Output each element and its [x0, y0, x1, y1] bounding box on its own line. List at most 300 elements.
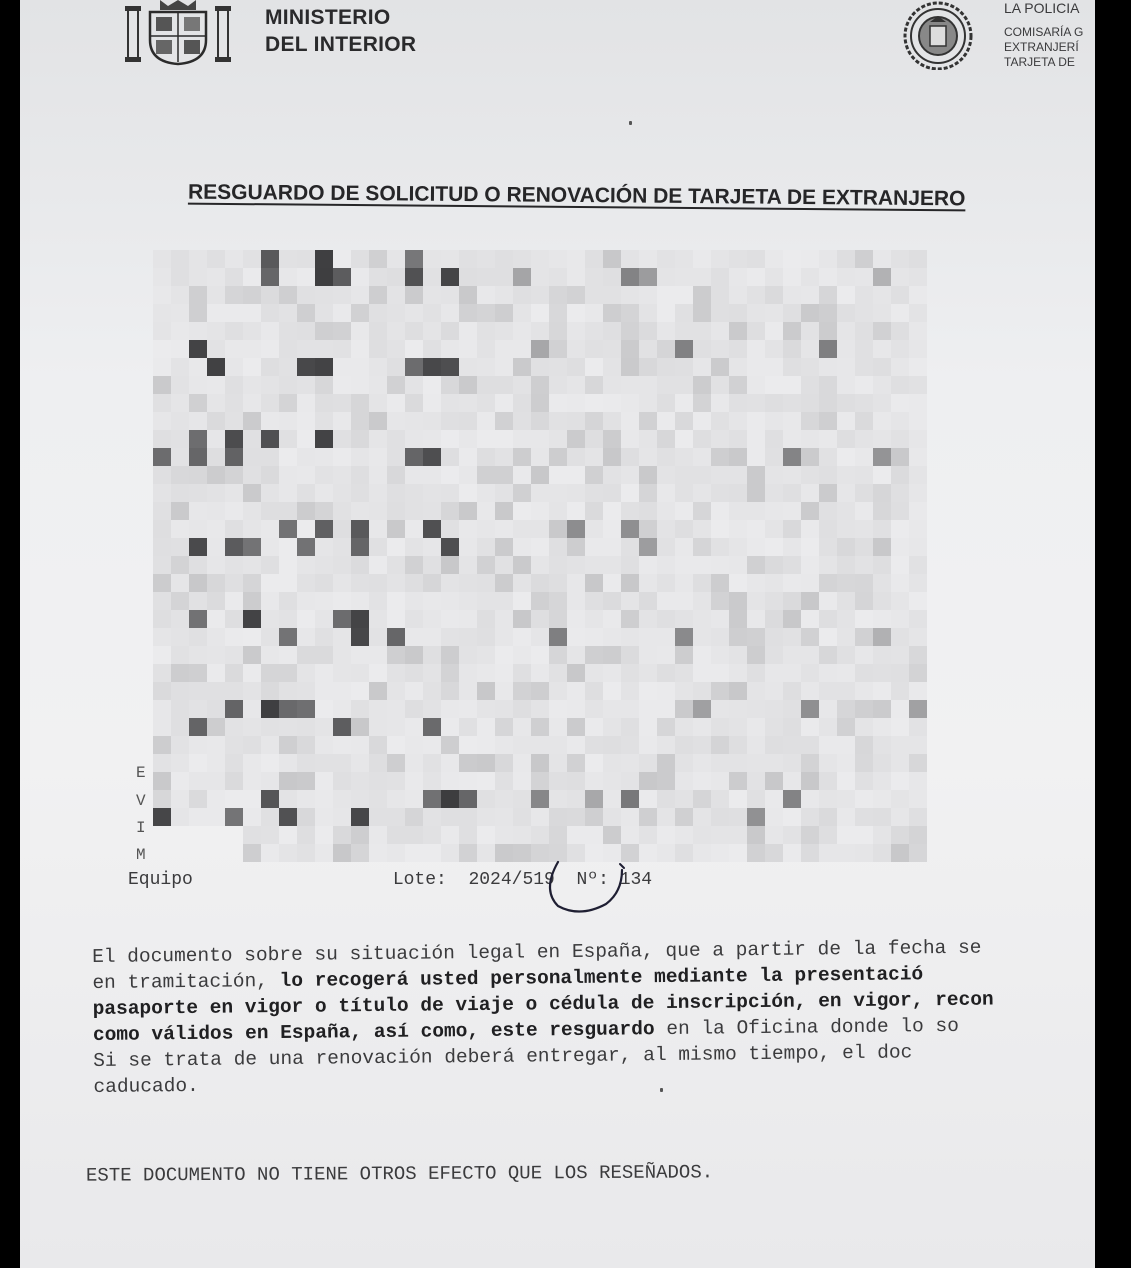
mosaic-cell: [567, 268, 585, 286]
mosaic-cell: [513, 358, 531, 376]
mosaic-cell: [783, 502, 801, 520]
mosaic-cell: [765, 340, 783, 358]
mosaic-cell: [531, 412, 549, 430]
mosaic-cell: [585, 340, 603, 358]
mosaic-cell: [369, 394, 387, 412]
mosaic-cell: [873, 844, 891, 862]
mosaic-cell: [621, 394, 639, 412]
mosaic-cell: [873, 394, 891, 412]
mosaic-cell: [315, 358, 333, 376]
mosaic-cell: [405, 772, 423, 790]
mosaic-cell: [189, 358, 207, 376]
mosaic-cell: [585, 376, 603, 394]
mosaic-cell: [855, 538, 873, 556]
mosaic-cell: [207, 304, 225, 322]
mosaic-cell: [495, 430, 513, 448]
mosaic-cell: [315, 700, 333, 718]
mosaic-cell: [261, 250, 279, 268]
mosaic-cell: [639, 538, 657, 556]
mosaic-cell: [495, 844, 513, 862]
mosaic-cell: [567, 322, 585, 340]
mosaic-cell: [909, 412, 927, 430]
mosaic-cell: [855, 430, 873, 448]
mosaic-cell: [513, 394, 531, 412]
mosaic-cell: [819, 844, 837, 862]
mosaic-cell: [351, 646, 369, 664]
mosaic-cell: [297, 610, 315, 628]
mosaic-cell: [333, 358, 351, 376]
mosaic-cell: [891, 844, 909, 862]
mosaic-cell: [369, 574, 387, 592]
mosaic-cell: [333, 412, 351, 430]
mosaic-cell: [837, 718, 855, 736]
mosaic-cell: [891, 340, 909, 358]
mosaic-cell: [387, 628, 405, 646]
mosaic-cell: [423, 682, 441, 700]
mosaic-cell: [837, 700, 855, 718]
mosaic-cell: [549, 754, 567, 772]
mosaic-cell: [459, 430, 477, 448]
mosaic-cell: [891, 304, 909, 322]
mosaic-cell: [909, 754, 927, 772]
mosaic-cell: [387, 844, 405, 862]
mosaic-cell: [279, 322, 297, 340]
mosaic-cell: [819, 286, 837, 304]
mosaic-cell: [837, 682, 855, 700]
mosaic-cell: [477, 430, 495, 448]
mosaic-cell: [441, 772, 459, 790]
mosaic-cell: [369, 610, 387, 628]
mosaic-cell: [711, 430, 729, 448]
mosaic-cell: [765, 592, 783, 610]
mosaic-cell: [909, 340, 927, 358]
mosaic-cell: [459, 304, 477, 322]
mosaic-cell: [693, 592, 711, 610]
mosaic-cell: [621, 610, 639, 628]
mosaic-cell: [675, 412, 693, 430]
mosaic-cell: [459, 664, 477, 682]
mosaic-cell: [153, 574, 171, 592]
mosaic-cell: [891, 376, 909, 394]
mosaic-cell: [765, 358, 783, 376]
mosaic-cell: [333, 772, 351, 790]
mosaic-cell: [873, 520, 891, 538]
mosaic-cell: [171, 628, 189, 646]
mosaic-cell: [729, 574, 747, 592]
mosaic-cell: [297, 700, 315, 718]
mosaic-cell: [405, 502, 423, 520]
mosaic-cell: [189, 268, 207, 286]
mosaic-cell: [243, 484, 261, 502]
mosaic-cell: [801, 394, 819, 412]
mosaic-cell: [747, 628, 765, 646]
field-fragment-m: M: [136, 846, 146, 864]
mosaic-cell: [621, 718, 639, 736]
mosaic-cell: [171, 340, 189, 358]
mosaic-cell: [729, 394, 747, 412]
mosaic-cell: [369, 628, 387, 646]
mosaic-cell: [873, 340, 891, 358]
mosaic-cell: [873, 538, 891, 556]
mosaic-cell: [549, 538, 567, 556]
document-page: [20, 0, 1095, 1268]
mosaic-cell: [747, 538, 765, 556]
mosaic-cell: [351, 520, 369, 538]
mosaic-cell: [621, 682, 639, 700]
mosaic-cell: [909, 772, 927, 790]
mosaic-cell: [351, 772, 369, 790]
mosaic-cell: [513, 304, 531, 322]
mosaic-cell: [423, 412, 441, 430]
mosaic-cell: [765, 574, 783, 592]
mosaic-cell: [855, 556, 873, 574]
mosaic-cell: [189, 376, 207, 394]
mosaic-cell: [837, 340, 855, 358]
paragraph-line-6: caducado.: [93, 1074, 199, 1098]
mosaic-cell: [567, 700, 585, 718]
mosaic-cell: [171, 430, 189, 448]
mosaic-cell: [171, 574, 189, 592]
mosaic-cell: [153, 466, 171, 484]
mosaic-cell: [261, 646, 279, 664]
mosaic-cell: [657, 448, 675, 466]
mosaic-cell: [189, 808, 207, 826]
mosaic-cell: [693, 736, 711, 754]
mosaic-cell: [621, 826, 639, 844]
mosaic-cell: [657, 826, 675, 844]
mosaic-cell: [603, 484, 621, 502]
mosaic-cell: [207, 754, 225, 772]
mosaic-cell: [405, 610, 423, 628]
mosaic-cell: [891, 358, 909, 376]
mosaic-cell: [531, 250, 549, 268]
mosaic-cell: [495, 682, 513, 700]
mosaic-cell: [459, 682, 477, 700]
mosaic-cell: [891, 502, 909, 520]
mosaic-cell: [207, 448, 225, 466]
mosaic-cell: [549, 700, 567, 718]
mosaic-cell: [243, 826, 261, 844]
mosaic-cell: [549, 376, 567, 394]
mosaic-cell: [603, 736, 621, 754]
mosaic-cell: [477, 790, 495, 808]
mosaic-cell: [225, 430, 243, 448]
mosaic-cell: [801, 628, 819, 646]
mosaic-cell: [207, 718, 225, 736]
mosaic-cell: [171, 448, 189, 466]
mosaic-cell: [351, 556, 369, 574]
mosaic-cell: [495, 412, 513, 430]
mosaic-cell: [423, 466, 441, 484]
mosaic-cell: [657, 682, 675, 700]
mosaic-cell: [225, 682, 243, 700]
mosaic-cell: [621, 340, 639, 358]
mosaic-cell: [639, 736, 657, 754]
mosaic-cell: [657, 502, 675, 520]
mosaic-cell: [387, 340, 405, 358]
mosaic-cell: [837, 772, 855, 790]
mosaic-cell: [909, 430, 927, 448]
mosaic-cell: [819, 826, 837, 844]
mosaic-cell: [513, 772, 531, 790]
mosaic-cell: [873, 628, 891, 646]
mosaic-cell: [405, 556, 423, 574]
mosaic-cell: [171, 646, 189, 664]
mosaic-cell: [153, 592, 171, 610]
mosaic-cell: [855, 754, 873, 772]
mosaic-cell: [855, 322, 873, 340]
mosaic-cell: [909, 304, 927, 322]
mosaic-cell: [729, 610, 747, 628]
mosaic-cell: [567, 754, 585, 772]
mosaic-cell: [729, 304, 747, 322]
mosaic-cell: [495, 574, 513, 592]
mosaic-cell: [873, 826, 891, 844]
mosaic-cell: [783, 358, 801, 376]
mosaic-cell: [891, 718, 909, 736]
mosaic-cell: [873, 682, 891, 700]
mosaic-cell: [657, 664, 675, 682]
mosaic-cell: [621, 466, 639, 484]
mosaic-cell: [585, 268, 603, 286]
mosaic-cell: [171, 808, 189, 826]
mosaic-cell: [729, 718, 747, 736]
mosaic-cell: [423, 700, 441, 718]
mosaic-cell: [441, 394, 459, 412]
mosaic-cell: [567, 358, 585, 376]
mosaic-cell: [279, 790, 297, 808]
mosaic-cell: [387, 664, 405, 682]
mosaic-cell: [297, 304, 315, 322]
mosaic-cell: [279, 376, 297, 394]
mosaic-cell: [909, 574, 927, 592]
mosaic-cell: [423, 736, 441, 754]
mosaic-cell: [513, 592, 531, 610]
mosaic-cell: [189, 790, 207, 808]
mosaic-cell: [315, 736, 333, 754]
mosaic-cell: [621, 556, 639, 574]
mosaic-cell: [225, 250, 243, 268]
mosaic-cell: [315, 556, 333, 574]
mosaic-cell: [837, 790, 855, 808]
mosaic-cell: [837, 808, 855, 826]
mosaic-cell: [423, 394, 441, 412]
mosaic-cell: [891, 520, 909, 538]
mosaic-cell: [675, 790, 693, 808]
mosaic-cell: [297, 358, 315, 376]
mosaic-cell: [495, 358, 513, 376]
mosaic-cell: [189, 538, 207, 556]
mosaic-cell: [567, 412, 585, 430]
mosaic-cell: [747, 268, 765, 286]
mosaic-cell: [495, 340, 513, 358]
mosaic-cell: [621, 754, 639, 772]
mosaic-cell: [783, 754, 801, 772]
mosaic-cell: [351, 718, 369, 736]
mosaic-cell: [207, 502, 225, 520]
mosaic-cell: [333, 322, 351, 340]
mosaic-cell: [819, 304, 837, 322]
mosaic-cell: [675, 304, 693, 322]
mosaic-cell: [603, 520, 621, 538]
numero-value: 134: [619, 870, 653, 890]
mosaic-cell: [693, 772, 711, 790]
mosaic-cell: [369, 646, 387, 664]
mosaic-cell: [747, 646, 765, 664]
mosaic-cell: [333, 538, 351, 556]
mosaic-cell: [675, 628, 693, 646]
mosaic-cell: [513, 412, 531, 430]
mosaic-cell: [351, 286, 369, 304]
mosaic-cell: [495, 520, 513, 538]
mosaic-cell: [891, 754, 909, 772]
mosaic-cell: [747, 556, 765, 574]
mosaic-cell: [621, 538, 639, 556]
mosaic-cell: [225, 718, 243, 736]
mosaic-cell: [423, 646, 441, 664]
mosaic-cell: [243, 736, 261, 754]
mosaic-cell: [567, 556, 585, 574]
mosaic-cell: [315, 466, 333, 484]
mosaic-cell: [819, 502, 837, 520]
mosaic-cell: [297, 466, 315, 484]
mosaic-cell: [477, 340, 495, 358]
mosaic-cell: [279, 484, 297, 502]
mosaic-cell: [369, 754, 387, 772]
mosaic-cell: [711, 754, 729, 772]
mosaic-cell: [657, 376, 675, 394]
mosaic-cell: [549, 502, 567, 520]
mosaic-cell: [153, 448, 171, 466]
mosaic-cell: [711, 682, 729, 700]
mosaic-cell: [711, 646, 729, 664]
mosaic-cell: [855, 412, 873, 430]
mosaic-cell: [711, 538, 729, 556]
mosaic-cell: [207, 358, 225, 376]
mosaic-cell: [603, 268, 621, 286]
mosaic-cell: [837, 376, 855, 394]
mosaic-cell: [459, 340, 477, 358]
mosaic-cell: [783, 664, 801, 682]
mosaic-cell: [819, 808, 837, 826]
mosaic-cell: [675, 772, 693, 790]
mosaic-cell: [801, 592, 819, 610]
mosaic-cell: [549, 394, 567, 412]
footer-notice: ESTE DOCUMENTO NO TIENE OTROS EFECTO QUE LOS RESEÑADOS.: [85, 1161, 714, 1187]
mosaic-cell: [567, 790, 585, 808]
mosaic-cell: [243, 556, 261, 574]
mosaic-cell: [153, 646, 171, 664]
mosaic-cell: [279, 412, 297, 430]
mosaic-cell: [243, 592, 261, 610]
mosaic-cell: [369, 538, 387, 556]
mosaic-cell: [711, 286, 729, 304]
mosaic-cell: [513, 628, 531, 646]
numero-label: Nº:: [576, 870, 609, 890]
mosaic-cell: [747, 376, 765, 394]
mosaic-cell: [189, 484, 207, 502]
mosaic-cell: [837, 754, 855, 772]
mosaic-cell: [567, 610, 585, 628]
mosaic-cell: [909, 556, 927, 574]
mosaic-cell: [243, 322, 261, 340]
mosaic-cell: [675, 538, 693, 556]
mosaic-cell: [603, 448, 621, 466]
mosaic-cell: [837, 286, 855, 304]
mosaic-cell: [405, 304, 423, 322]
mosaic-cell: [891, 322, 909, 340]
mosaic-cell: [585, 736, 603, 754]
mosaic-cell: [585, 322, 603, 340]
mosaic-cell: [153, 610, 171, 628]
mosaic-cell: [783, 304, 801, 322]
mosaic-cell: [729, 790, 747, 808]
mosaic-cell: [189, 466, 207, 484]
mosaic-cell: [891, 682, 909, 700]
mosaic-cell: [657, 754, 675, 772]
mosaic-cell: [207, 394, 225, 412]
mosaic-cell: [783, 700, 801, 718]
mosaic-cell: [585, 286, 603, 304]
mosaic-cell: [837, 250, 855, 268]
mosaic-cell: [549, 790, 567, 808]
mosaic-cell: [891, 574, 909, 592]
mosaic-cell: [189, 700, 207, 718]
mosaic-cell: [837, 592, 855, 610]
mosaic-cell: [225, 322, 243, 340]
mosaic-cell: [693, 250, 711, 268]
mosaic-cell: [801, 556, 819, 574]
mosaic-cell: [297, 682, 315, 700]
mosaic-cell: [459, 646, 477, 664]
mosaic-cell: [531, 304, 549, 322]
mosaic-cell: [423, 592, 441, 610]
mosaic-cell: [279, 664, 297, 682]
mosaic-cell: [477, 736, 495, 754]
mosaic-cell: [387, 322, 405, 340]
mosaic-cell: [225, 358, 243, 376]
mosaic-cell: [531, 808, 549, 826]
mosaic-cell: [603, 358, 621, 376]
mosaic-cell: [855, 358, 873, 376]
mosaic-cell: [567, 448, 585, 466]
mosaic-cell: [297, 286, 315, 304]
mosaic-cell: [909, 736, 927, 754]
mosaic-cell: [369, 268, 387, 286]
mosaic-cell: [189, 322, 207, 340]
mosaic-cell: [189, 664, 207, 682]
mosaic-cell: [729, 736, 747, 754]
mosaic-cell: [675, 736, 693, 754]
mosaic-cell: [855, 394, 873, 412]
mosaic-cell: [261, 268, 279, 286]
mosaic-cell: [279, 538, 297, 556]
mosaic-cell: [351, 430, 369, 448]
mosaic-cell: [387, 574, 405, 592]
mosaic-cell: [549, 520, 567, 538]
mosaic-cell: [477, 592, 495, 610]
mosaic-cell: [855, 610, 873, 628]
mosaic-cell: [189, 304, 207, 322]
mosaic-cell: [207, 772, 225, 790]
mosaic-cell: [711, 772, 729, 790]
mosaic-cell: [693, 304, 711, 322]
lote-value: 2024/519: [468, 870, 555, 890]
mosaic-cell: [657, 484, 675, 502]
mosaic-cell: [477, 394, 495, 412]
mosaic-cell: [441, 268, 459, 286]
mosaic-cell: [783, 844, 801, 862]
